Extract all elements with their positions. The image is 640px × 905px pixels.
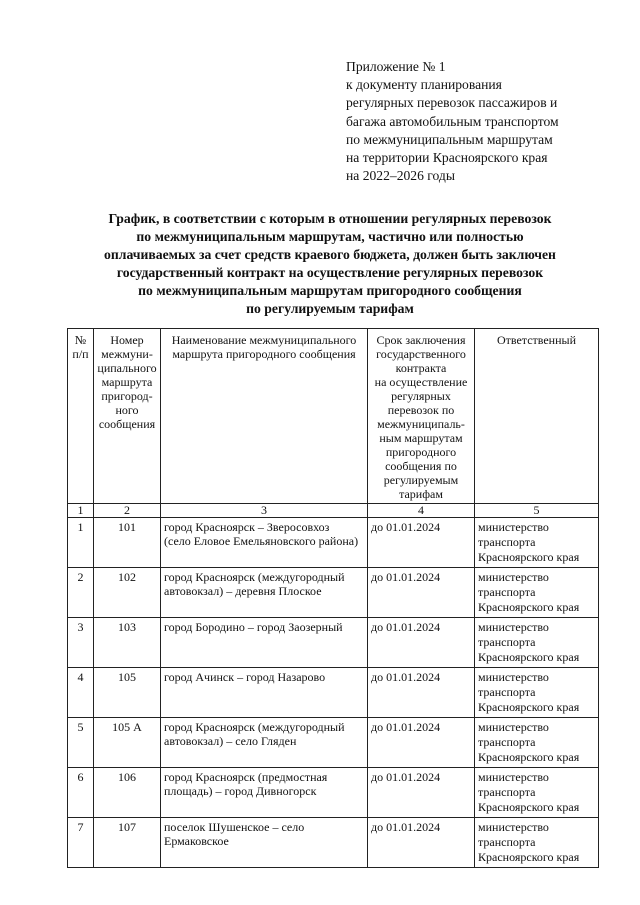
column-number: 1	[68, 504, 94, 518]
deadline-cell: до 01.01.2024	[368, 618, 475, 668]
cell-line: маршрута пригородного сообщения	[172, 347, 356, 361]
route-code-cell: 106	[94, 768, 161, 818]
cell-line: межмуниципаль-	[377, 417, 465, 431]
title-line: по регулируемым тарифам	[246, 301, 414, 316]
cell-line: поселок Шушенское – село	[164, 820, 305, 834]
cell-line: город Красноярск (предмостная	[164, 770, 328, 784]
cell-line: пригородного	[385, 445, 457, 459]
route-name-cell	[161, 518, 368, 568]
cell-line: маршрута	[101, 375, 153, 389]
header-col-number	[68, 329, 94, 504]
cell-line: ципального	[97, 361, 157, 375]
cell-line: Красноярского края	[478, 800, 580, 814]
row-number-cell: 5	[68, 718, 94, 768]
cell-line: Ермаковское	[164, 834, 229, 848]
cell-line: Красноярского края	[478, 850, 580, 864]
cell-line: транспорта	[478, 535, 536, 549]
cell-line: автовокзал) – деревня Плоское	[164, 584, 322, 598]
cell-line: Красноярского края	[478, 600, 580, 614]
appendix-note	[346, 58, 616, 185]
cell-line: тарифам	[399, 487, 443, 501]
responsible-cell	[475, 618, 599, 668]
cell-line: сообщения по	[385, 459, 457, 473]
title-line: по межмуниципальным маршрутам, частично или полностью	[136, 229, 524, 244]
cell-line: автовокзал) – село Гляден	[164, 734, 297, 748]
cell-line: город Бородино – город Заозерный	[164, 620, 343, 634]
cell-line: город Красноярск (междугородный	[164, 720, 345, 734]
cell-line: площадь) – город Дивногорск	[164, 784, 317, 798]
responsible-cell	[475, 768, 599, 818]
cell-line: ным маршрутам	[379, 431, 463, 445]
cell-line: №	[74, 333, 87, 347]
route-code-cell: 101	[94, 518, 161, 568]
route-name-cell	[161, 718, 368, 768]
table-row	[68, 668, 599, 718]
cell-line: министерство	[478, 570, 549, 584]
appendix-line: на территории Красноярского края	[346, 150, 548, 166]
cell-line: Красноярского края	[478, 750, 580, 764]
deadline-cell: до 01.01.2024	[368, 518, 475, 568]
schedule-table	[67, 328, 599, 868]
cell-line: министерство	[478, 770, 549, 784]
deadline-cell: до 01.01.2024	[368, 768, 475, 818]
title-line: оплачиваемых за счет средств краевого бюджета, должен быть заключен	[104, 247, 556, 262]
responsible-cell	[475, 668, 599, 718]
cell-line: транспорта	[478, 785, 536, 799]
table-row	[68, 768, 599, 818]
table-row	[68, 818, 599, 868]
cell-line: транспорта	[478, 685, 536, 699]
title-line: государственный контракт на осуществление регулярных перевозок	[116, 265, 544, 280]
cell-line: Срок заключения	[376, 333, 466, 347]
cell-line: транспорта	[478, 635, 536, 649]
route-name-cell	[161, 618, 368, 668]
appendix-line: регулярных перевозок пассажиров и	[346, 95, 558, 111]
cell-line: регулярных	[391, 389, 451, 403]
responsible-cell	[475, 718, 599, 768]
cell-line: министерство	[478, 620, 549, 634]
cell-line: Красноярского края	[478, 650, 580, 664]
column-number: 4	[368, 504, 475, 518]
route-code-cell: 103	[94, 618, 161, 668]
appendix-line: по межмуниципальным маршрутам	[346, 131, 553, 147]
route-code-cell: 107	[94, 818, 161, 868]
column-number: 3	[161, 504, 368, 518]
cell-line: ного	[115, 403, 139, 417]
cell-line: государственного	[376, 347, 466, 361]
cell-line: транспорта	[478, 585, 536, 599]
cell-line: контракта	[395, 361, 447, 375]
header-col-route-name	[161, 329, 368, 504]
table-row	[68, 518, 599, 568]
table-body	[68, 518, 599, 868]
cell-line: Ответственный	[496, 333, 577, 347]
cell-line: министерство	[478, 720, 549, 734]
cell-line: сообщения	[98, 417, 156, 431]
route-name-cell	[161, 818, 368, 868]
deadline-cell: до 01.01.2024	[368, 818, 475, 868]
cell-line: Красноярского края	[478, 550, 580, 564]
route-code-cell: 105	[94, 668, 161, 718]
column-number: 2	[94, 504, 161, 518]
header-col-responsible	[475, 329, 599, 504]
row-number-cell: 2	[68, 568, 94, 618]
table-row	[68, 568, 599, 618]
column-number-row	[68, 504, 599, 518]
cell-line: п/п	[72, 347, 89, 361]
route-code-cell: 102	[94, 568, 161, 618]
route-name-cell	[161, 768, 368, 818]
route-name-cell	[161, 668, 368, 718]
row-number-cell: 7	[68, 818, 94, 868]
header-col-route-code	[94, 329, 161, 504]
cell-line: пригород-	[101, 389, 153, 403]
document-title	[60, 210, 600, 318]
route-name-cell	[161, 568, 368, 618]
cell-line: Красноярского края	[478, 700, 580, 714]
cell-line: министерство	[478, 520, 549, 534]
responsible-cell	[475, 518, 599, 568]
cell-line: Номер	[110, 333, 144, 347]
cell-line: перевозок по	[387, 403, 455, 417]
cell-line: транспорта	[478, 735, 536, 749]
table-header-row	[68, 329, 599, 504]
title-line: График, в соответствии с которым в отношении регулярных перевозок	[108, 211, 552, 226]
appendix-line: Приложение № 1	[346, 59, 446, 74]
table-row	[68, 618, 599, 668]
row-number-cell: 1	[68, 518, 94, 568]
cell-line: транспорта	[478, 835, 536, 849]
appendix-line: багажа автомобильным транспортом	[346, 113, 559, 129]
row-number-cell: 3	[68, 618, 94, 668]
row-number-cell: 4	[68, 668, 94, 718]
cell-line: на осуществление	[374, 375, 468, 389]
cell-line: город Ачинск – город Назарово	[164, 670, 326, 684]
deadline-cell: до 01.01.2024	[368, 718, 475, 768]
route-code-cell: 105 А	[94, 718, 161, 768]
responsible-cell	[475, 568, 599, 618]
cell-line: межмуни-	[101, 347, 153, 361]
title-line: по межмуниципальным маршрутам пригородного сообщения	[138, 283, 522, 298]
cell-line: Наименование межмуниципального	[171, 333, 357, 347]
cell-line: (село Еловое Емельяновского района)	[164, 534, 359, 548]
cell-line: город Красноярск (междугородный	[164, 570, 345, 584]
responsible-cell	[475, 818, 599, 868]
column-number: 5	[475, 504, 599, 518]
cell-line: город Красноярск – Зверосовхоз	[164, 520, 330, 534]
cell-line: министерство	[478, 820, 549, 834]
row-number-cell: 6	[68, 768, 94, 818]
header-col-deadline	[368, 329, 475, 504]
appendix-line: на 2022–2026 годы	[346, 168, 455, 184]
cell-line: министерство	[478, 670, 549, 684]
appendix-line: к документу планирования	[346, 77, 502, 93]
deadline-cell: до 01.01.2024	[368, 568, 475, 618]
table-row	[68, 718, 599, 768]
cell-line: регулируемым	[383, 473, 459, 487]
deadline-cell: до 01.01.2024	[368, 668, 475, 718]
